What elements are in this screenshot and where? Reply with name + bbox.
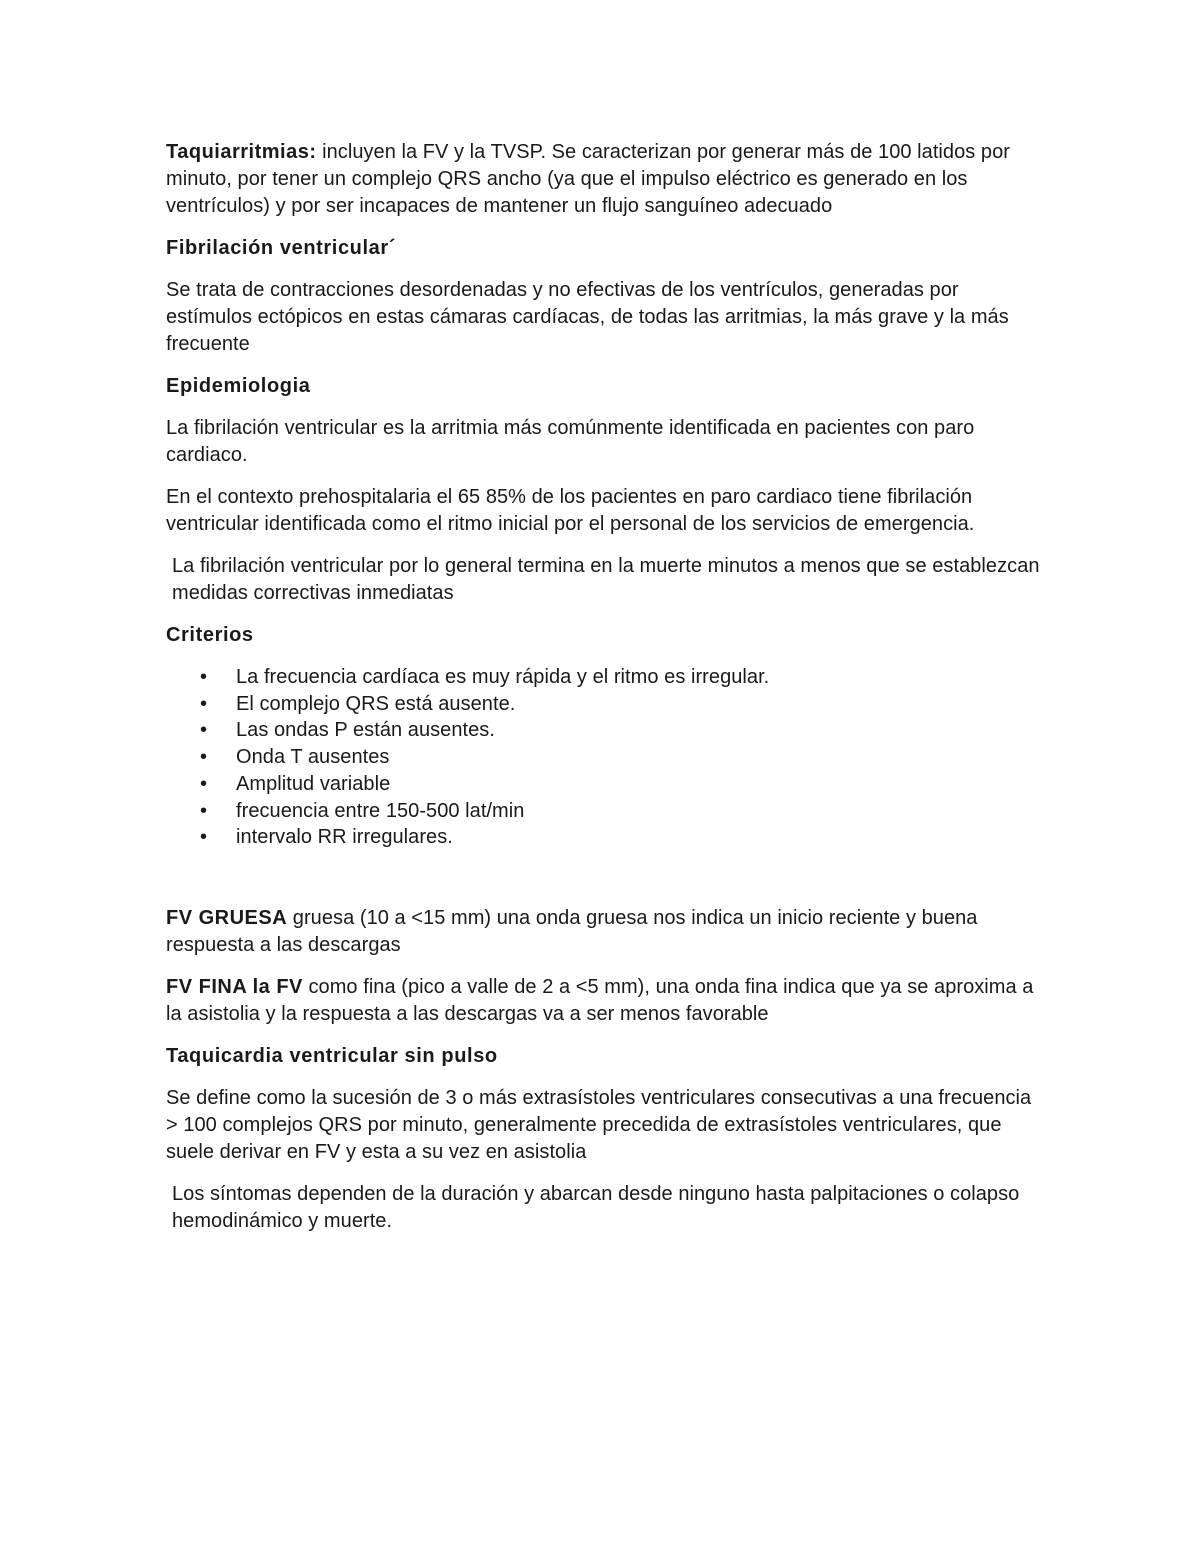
fv-fina-text: como fina (pico a valle de 2 a <5 mm), una onda fina indica que ya se aproxima a la asistolia y la respuesta a las descargas va a ser menos favorable bbox=[166, 975, 1034, 1025]
document-body bbox=[166, 139, 1046, 1250]
list-item: • El complejo QRS está ausente. bbox=[236, 691, 1046, 718]
fv-gruesa-paragraph bbox=[166, 905, 1046, 959]
epidemiologia-paragraph-3: La fibrilación ventricular por lo general termina en la muerte minutos a menos que se establezcan medidas correctivas inmediatas bbox=[172, 555, 1040, 604]
intro-paragraph bbox=[166, 139, 1046, 220]
list-item: • intervalo RR irregulares. bbox=[236, 824, 1046, 851]
list-item: • La frecuencia cardíaca es muy rápida y el ritmo es irregular. bbox=[236, 664, 1046, 691]
heading-criterios: Criterios bbox=[166, 624, 254, 646]
epidemiologia-paragraph-2: En el contexto prehospitalaria el 65 85% de los pacientes en paro cardiaco tiene fibrilación ventricular identificada como el ritmo inicial por el personal de los servicios de emergencia. bbox=[166, 486, 975, 535]
fv-gruesa-text: gruesa (10 a <15 mm) una onda gruesa nos indica un inicio reciente y buena respuesta a las descargas bbox=[166, 906, 978, 956]
heading-epidemiologia: Epidemiologia bbox=[166, 375, 311, 397]
fv-gruesa-term: FV GRUESA bbox=[166, 906, 288, 929]
epidemiologia-paragraph-1: La fibrilación ventricular es la arritmia más comúnmente identificada en pacientes con paro cardiaco. bbox=[166, 417, 975, 466]
section-spacer bbox=[166, 851, 1046, 905]
list-item: • frecuencia entre 150-500 lat/min bbox=[236, 798, 1046, 825]
fibrilacion-paragraph: Se trata de contracciones desordenadas y no efectivas de los ventrículos, generadas por estímulos ectópicos en estas cámaras cardíacas, de todas las arritmias, la más grave y la más frecuente bbox=[166, 279, 1009, 355]
heading-tvsp: Taquicardia ventricular sin pulso bbox=[166, 1044, 498, 1067]
tvsp-paragraph-2: Los síntomas dependen de la duración y abarcan desde ninguno hasta palpitaciones o colapso hemodinámico y muerte. bbox=[172, 1182, 1020, 1232]
list-item: • Amplitud variable bbox=[236, 771, 1046, 798]
intro-text: incluyen la FV y la TVSP. Se caracterizan por generar más de 100 latidos por minuto, por tener un complejo QRS ancho (ya que el impulso eléctrico es generado en los ventrículos) y por ser incapaces de mantener un flujo sanguíneo adecuado bbox=[166, 141, 1010, 217]
tvsp-paragraph-1: Se define como la sucesión de 3 o más extrasístoles ventriculares consecutivas a una frecuencia > 100 complejos QRS por minuto, generalmente precedida de extrasístoles ventriculares, que suele derivar en FV y esta a su vez en asistolia bbox=[166, 1086, 1032, 1163]
heading-fibrilacion: Fibrilación ventricular´ bbox=[166, 237, 397, 259]
list-item: • Onda T ausentes bbox=[236, 744, 1046, 771]
list-item: • Las ondas P están ausentes. bbox=[236, 717, 1046, 744]
intro-term: Taquiarritmias: bbox=[166, 141, 317, 163]
fv-fina-term: FV FINA la FV bbox=[166, 975, 303, 998]
fv-fina-paragraph bbox=[166, 974, 1046, 1028]
criterios-list bbox=[166, 664, 1046, 851]
